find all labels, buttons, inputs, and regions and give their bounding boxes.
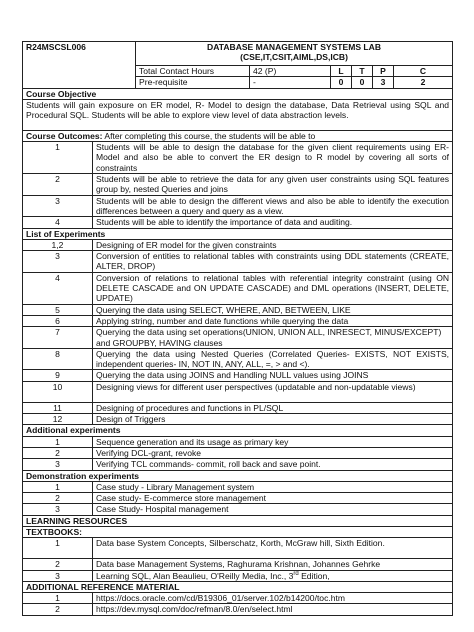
- experiment-number: 11: [23, 402, 93, 413]
- experiment-text: Designing of procedures and functions in PL/SQL: [93, 402, 453, 413]
- textbooks-heading: TEXTBOOKS:: [23, 526, 453, 537]
- additional-text: Verifying TCL commands- commit, roll back and save point.: [93, 459, 453, 470]
- additional-number: 3: [23, 459, 93, 470]
- textbook-number: 1: [23, 538, 93, 559]
- experiment-number: 4: [23, 272, 93, 304]
- course-title-line1: DATABASE MANAGEMENT SYSTEMS LAB: [207, 42, 381, 52]
- experiment-text: Design of Triggers: [93, 414, 453, 425]
- ltpc-header-p: P: [373, 66, 394, 77]
- outcome-text: Students will be able to design the database for the given client requirements using ER- Model and also be able to convert the ER design to R model by covering all sorts of constraints: [93, 142, 453, 174]
- prerequisite-value: -: [250, 77, 331, 88]
- demonstration-heading: Demonstration experiments: [23, 470, 453, 481]
- demonstration-text: Case study - Library Management system: [93, 481, 453, 492]
- experiment-number: 5: [23, 304, 93, 315]
- reference-number: 1: [23, 593, 93, 604]
- reference-number: 2: [23, 604, 93, 615]
- textbook-text: Data base System Concepts, Silberschatz, Korth, McGraw hill, Sixth Edition.: [93, 538, 453, 559]
- experiment-number: 8: [23, 348, 93, 370]
- reference-link-cell: [93, 604, 453, 615]
- prerequisite-label: Pre-requisite: [136, 77, 250, 88]
- experiment-text: Querying the data using JOINS and Handling NULL values using JOINS: [93, 370, 453, 381]
- demonstration-number: 1: [23, 481, 93, 492]
- experiment-text: Designing views for different user perspectives (updatable and non-updatable views): [93, 381, 453, 402]
- ltpc-value-l: 0: [331, 77, 352, 88]
- experiment-number: 10: [23, 381, 93, 402]
- experiment-number: 9: [23, 370, 93, 381]
- experiment-text: Conversion of entities to relational tables with constraints using DDL statements (CREATE, ALTER, DROP): [93, 251, 453, 273]
- outcome-number: 2: [23, 174, 93, 196]
- experiment-number: 6: [23, 315, 93, 326]
- additional-heading: Additional experiments: [23, 425, 453, 436]
- textbook-text: [93, 570, 453, 581]
- reference-heading: ADDITIONAL REFERENCE MATERIAL: [23, 581, 453, 592]
- demonstration-text: Case Study- Hospital management: [93, 504, 453, 515]
- experiment-number: 1,2: [23, 239, 93, 250]
- course-title: [136, 42, 453, 66]
- outcome-number: 4: [23, 217, 93, 228]
- outcomes-intro: After completing this course, the students will be able to: [102, 130, 316, 141]
- experiment-text: Applying string, number and date functions while querying the data: [93, 315, 453, 326]
- textbook-text-main: Learning SQL, Alan Beaulieu, O'Reilly Media, Inc., 3: [96, 570, 294, 581]
- reference-link-cell: [93, 593, 453, 604]
- additional-text: Verifying DCL-grant, revoke: [93, 447, 453, 458]
- objective-heading: Course Objective: [23, 88, 453, 99]
- outcomes-heading: Course Outcomes:: [26, 130, 103, 141]
- experiment-text: Querying the data using SELECT, WHERE, AND, BETWEEN, LIKE: [93, 304, 453, 315]
- reference-link[interactable]: https://docs.oracle.com/cd/B19306_01/server.102/b14200/toc.htm: [96, 593, 345, 604]
- experiments-heading: List of Experiments: [23, 228, 453, 239]
- experiment-number: 3: [23, 251, 93, 273]
- outcome-number: 3: [23, 195, 93, 217]
- course-title-line2: (CSE,IT,CSIT,AIML,DS,ICB): [240, 52, 348, 63]
- ltpc-header-t: T: [352, 66, 373, 77]
- course-code: R24MSCSL006: [23, 42, 136, 89]
- edition-superscript: rd: [293, 570, 299, 577]
- learning-resources-heading: LEARNING RESOURCES: [23, 515, 453, 526]
- additional-number: 2: [23, 447, 93, 458]
- total-contact-hours-value: 42 (P): [250, 66, 331, 77]
- demonstration-text: Case study- E-commerce store management: [93, 493, 453, 504]
- syllabus-table: [22, 41, 453, 616]
- outcomes-heading-row: [23, 130, 453, 141]
- textbook-text-tail: Edition,: [298, 570, 330, 581]
- ltpc-header-c: C: [394, 66, 453, 77]
- textbook-number: 3: [23, 570, 93, 581]
- ltpc-value-t: 0: [352, 77, 373, 88]
- outcome-text: Students will be able to retrieve the data for any given user constraints using SQL features group by, nested Queries and joins: [93, 174, 453, 196]
- experiment-number: 7: [23, 327, 93, 349]
- experiment-text: Querying the data using set operations(UNION, UNION ALL, INRESECT, MINUS/EXCEPT) and GROUPBY, HAVING clauses: [93, 327, 453, 349]
- ltpc-value-c: 2: [394, 77, 453, 88]
- additional-number: 1: [23, 436, 93, 447]
- outcome-number: 1: [23, 142, 93, 174]
- experiment-number: 12: [23, 414, 93, 425]
- textbook-text: Data base Management Systems, Raghurama Krishnan, Johannes Gehrke: [93, 559, 453, 570]
- experiment-text: Conversion of relations to relational tables with referential integrity constraint (using ON DELETE CASCADE and ON UPDATE CASCADE) and DML operations (INSERT, DELETE, UPDATE): [93, 272, 453, 304]
- total-contact-hours-label: Total Contact Hours: [136, 66, 250, 77]
- experiment-text: Designing of ER model for the given constraints: [93, 239, 453, 250]
- demonstration-number: 3: [23, 504, 93, 515]
- ltpc-value-p: 3: [373, 77, 394, 88]
- additional-text: Sequence generation and its usage as primary key: [93, 436, 453, 447]
- experiment-text: Querying the data using Nested Queries (Correlated Queries- EXISTS, NOT EXISTS, independent queries- IN, NOT IN, ANY, ALL, =, > and <).: [93, 348, 453, 370]
- outcome-text: Students will be able to design the different views and also be able to identify the execution differences between a query and query as a view.: [93, 195, 453, 217]
- ltpc-header-l: L: [331, 66, 352, 77]
- reference-link[interactable]: https://dev.mysql.com/doc/refman/8.0/en/select.html: [96, 604, 293, 615]
- textbook-number: 2: [23, 559, 93, 570]
- demonstration-number: 2: [23, 493, 93, 504]
- objective-text: Students will gain exposure on ER model, R- Model to design the database, Data Retrieval using SQL and Procedural SQL. Students will be able to explore view level of data abstraction levels.: [23, 99, 453, 130]
- outcome-text: Students will be able to identify the importance of data and auditing.: [93, 217, 453, 228]
